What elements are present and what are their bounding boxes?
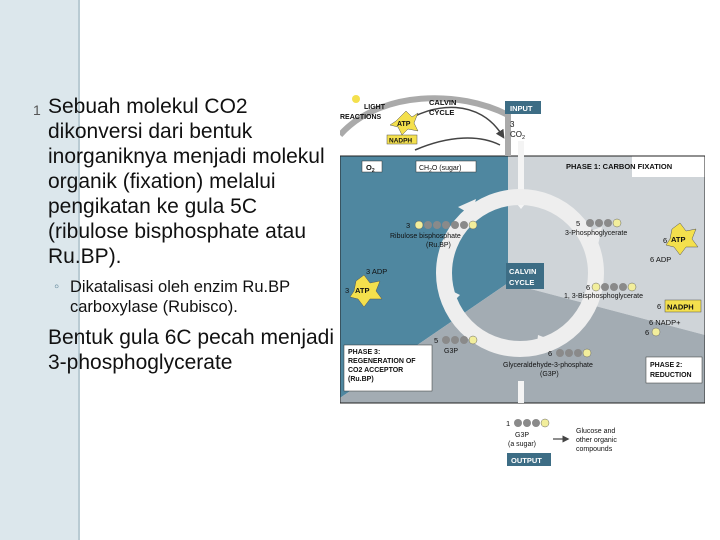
g3p-outflow-arrow xyxy=(518,381,524,403)
bpg-molecule xyxy=(592,283,636,291)
bullet-item-2 xyxy=(24,325,342,375)
bullet-number: 1 xyxy=(33,102,41,118)
atp3-count: 3 xyxy=(345,286,350,295)
g3p-out-label-2: (a sugar) xyxy=(508,441,537,448)
pga-count: 5 xyxy=(576,219,581,228)
atp-top-label: ATP xyxy=(397,121,411,128)
glucose-label-1: Glucose and xyxy=(576,428,616,435)
nadph-top-label: NADPH xyxy=(389,137,413,145)
ch2o-label: $CH_2O$ (sugar) xyxy=(419,165,462,174)
nadph6-label: NADPH xyxy=(667,302,694,312)
phase2-label-2: REDUCTION xyxy=(650,372,692,379)
nadph6-count: 6 xyxy=(657,302,662,311)
arrow-return xyxy=(415,138,500,150)
pi6-phosphate xyxy=(652,328,660,336)
calvin-center-label-1: CALVIN xyxy=(509,267,537,276)
o2-label: $O_2$ xyxy=(366,163,375,174)
phase3-label-2: REGENERATION OF xyxy=(348,358,416,365)
pga-label: 3-Phosphoglycerate xyxy=(565,230,628,237)
rubp-count: 3 xyxy=(406,221,411,230)
sub-bullet-item xyxy=(24,277,342,317)
g3p5-label: G3P xyxy=(444,348,459,355)
light-reactions-label-2: REACTIONS xyxy=(340,114,382,121)
adp6-label: 6 ADP xyxy=(650,255,672,264)
glucose-label-2: other organic xyxy=(576,437,617,444)
calvin-cycle-svg xyxy=(340,95,705,470)
phase1-label: PHASE 1: CARBON FIXATION xyxy=(566,162,673,171)
sub-bullet-text: Dikatalisasi oleh enzim Ru.BP carboxylase (Rubisco). xyxy=(70,278,290,316)
atp3-label: ATP xyxy=(355,286,370,295)
phase3-label-4: (Ru.BP) xyxy=(348,376,374,383)
adp3-label: 3 ADP xyxy=(366,267,388,276)
phase3-label-1: PHASE 3: xyxy=(348,349,381,356)
calvin-center-label-2: CYCLE xyxy=(509,278,535,287)
bullet-list xyxy=(24,94,342,375)
phase2-label-box xyxy=(646,357,702,383)
g3p6-label-2: (G3P) xyxy=(540,371,559,378)
rubp-label-1: Ribulose bisphosphate xyxy=(390,233,461,240)
sub-bullet-marker: ◦ xyxy=(54,278,60,295)
atp6-count: 6 xyxy=(663,236,668,245)
input-co2: $CO_2$ xyxy=(510,130,526,141)
input-count: 3 xyxy=(510,120,515,129)
bpg-count: 6 xyxy=(586,283,591,292)
rubisco-label: Rubisco xyxy=(507,198,533,205)
glucose-label-3: compounds xyxy=(576,446,613,453)
bullet-item-1 xyxy=(24,94,342,269)
rubp-label-2: (Ru.BP) xyxy=(426,242,451,249)
g3p-out-molecule xyxy=(514,419,549,427)
g3p-out-label-1: G3P xyxy=(515,432,530,439)
calvin-top-label-2: CYCLE xyxy=(429,108,455,117)
light-icon xyxy=(352,95,360,103)
phase3-label-3: CO2 ACCEPTOR xyxy=(348,367,404,374)
g3p6-count: 6 xyxy=(548,349,553,358)
phase2-label-1: PHASE 2: xyxy=(650,362,683,369)
bullet-text-1: Sebuah molekul CO2 dikonversi dari bentuk inorganiknya menjadi molekul organik (fixation) melalui pengikatan ke gula 5C (ribulose bisphosphate atau Ru.BP). xyxy=(48,95,325,268)
pi6-count: 6 xyxy=(645,328,650,337)
light-reactions-label-1: LIGHT xyxy=(364,104,385,111)
g3p-out-count: 1 xyxy=(506,419,511,428)
g3p6-label-1: Glyceraldehyde-3-phosphate xyxy=(503,362,593,369)
output-label: OUTPUT xyxy=(511,456,542,465)
calvin-top-label-1: CALVIN xyxy=(429,98,457,107)
bpg-label: 1, 3-Bisphosphoglycerate xyxy=(564,293,643,300)
calvin-cycle-figure xyxy=(340,95,705,470)
nadp6-label: 6 NADP+ xyxy=(649,318,681,327)
g3p5-count: 5 xyxy=(434,336,439,345)
bullet-text-2: Bentuk gula 6C pecah menjadi 3-phosphoglycerate xyxy=(48,326,335,374)
atp6-label: ATP xyxy=(671,235,686,244)
input-label: INPUT xyxy=(510,104,533,113)
